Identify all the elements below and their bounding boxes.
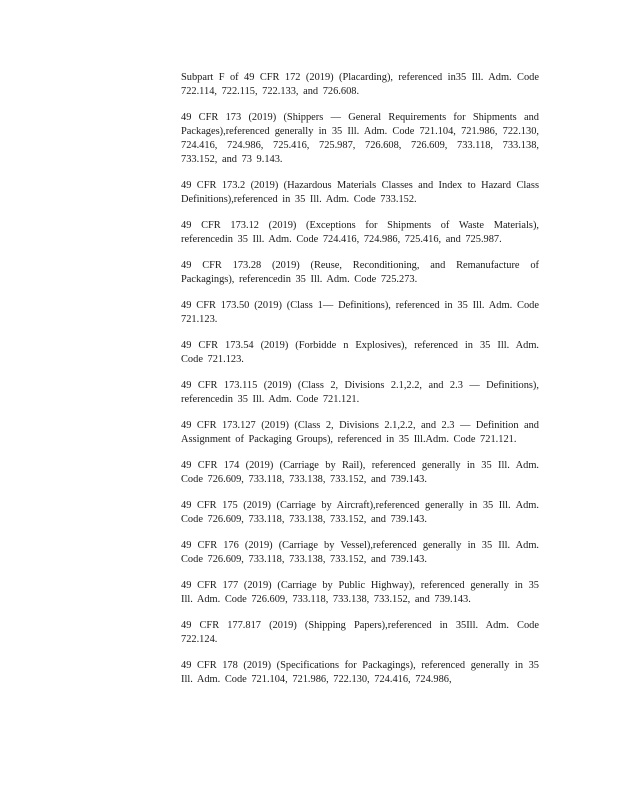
reference-entry: 49 CFR 177.817 (2019) (Shipping Papers),referenced in 35Ill. Adm. Code 722.124. [181,620,539,645]
reference-entry: 49 CFR 173.54 (2019) (Forbidde n Explosives), referenced in 35 Ill. Adm. Code 721.123. [181,340,539,365]
reference-entry: 49 CFR 178 (2019) (Specifications for Packagings), referenced generally in 35 Ill. Adm. Code 721.104, 721.986, 722.130, 724.416, 724.986, [181,660,539,685]
reference-entry: 49 CFR 174 (2019) (Carriage by Rail), referenced generally in 35 Ill. Adm. Code 726.609, 733.118, 733.138, 733.152, and 739.143. [181,460,539,485]
reference-entry: 49 CFR 173.12 (2019) (Exceptions for Shipments of Waste Materials), referencedin 35 Ill. Adm. Code 724.416, 724.986, 725.416, and 725.987. [181,220,539,245]
reference-entry: 49 CFR 173 (2019) (Shippers — General Requirements for Shipments and Packages),referenced generally in 35 Ill. Adm. Code 721.104, 721.986, 722.130, 724.416, 724.986, 725.416, 725.987, 726.608, 726.609, 733.118, 733.138, 733.152, and 73 9.143. [181,112,539,165]
reference-entry: 49 CFR 177 (2019) (Carriage by Public Highway), referenced generally in 35 Ill. Adm. Code 726.609, 733.118, 733.138, 733.152, and 739.143. [181,580,539,605]
reference-entry: Subpart F of 49 CFR 172 (2019) (Placarding), referenced in35 Ill. Adm. Code 722.114, 722.115, 722.133, and 726.608. [181,72,539,97]
reference-entry: 49 CFR 173.2 (2019) (Hazardous Materials Classes and Index to Hazard Class Definitions),referenced in 35 Ill. Adm. Code 733.152. [181,180,539,205]
reference-entry: 49 CFR 173.115 (2019) (Class 2, Divisions 2.1,2.2, and 2.3 — Definitions), referencedin 35 Ill. Adm. Code 721.121. [181,380,539,405]
reference-entry: 49 CFR 173.50 (2019) (Class 1— Definitions), referenced in 35 Ill. Adm. Code 721.123. [181,300,539,325]
reference-entry: 49 CFR 176 (2019) (Carriage by Vessel),referenced generally in 35 Ill. Adm. Code 726.609, 733.118, 733.138, 733.152, and 739.143. [181,540,539,565]
reference-list [181,71,539,699]
reference-entry: 49 CFR 173.28 (2019) (Reuse, Reconditioning, and Remanufacture of Packagings), referencedin 35 Ill. Adm. Code 725.273. [181,260,539,285]
reference-entry: 49 CFR 173.127 (2019) (Class 2, Divisions 2.1,2.2, and 2.3 — Definition and Assignment of Packaging Groups), referenced in 35 Ill.Adm. Code 721.121. [181,420,539,445]
reference-entry: 49 CFR 175 (2019) (Carriage by Aircraft),referenced generally in 35 Ill. Adm. Code 726.609, 733.118, 733.138, 733.152, and 739.143. [181,500,539,525]
